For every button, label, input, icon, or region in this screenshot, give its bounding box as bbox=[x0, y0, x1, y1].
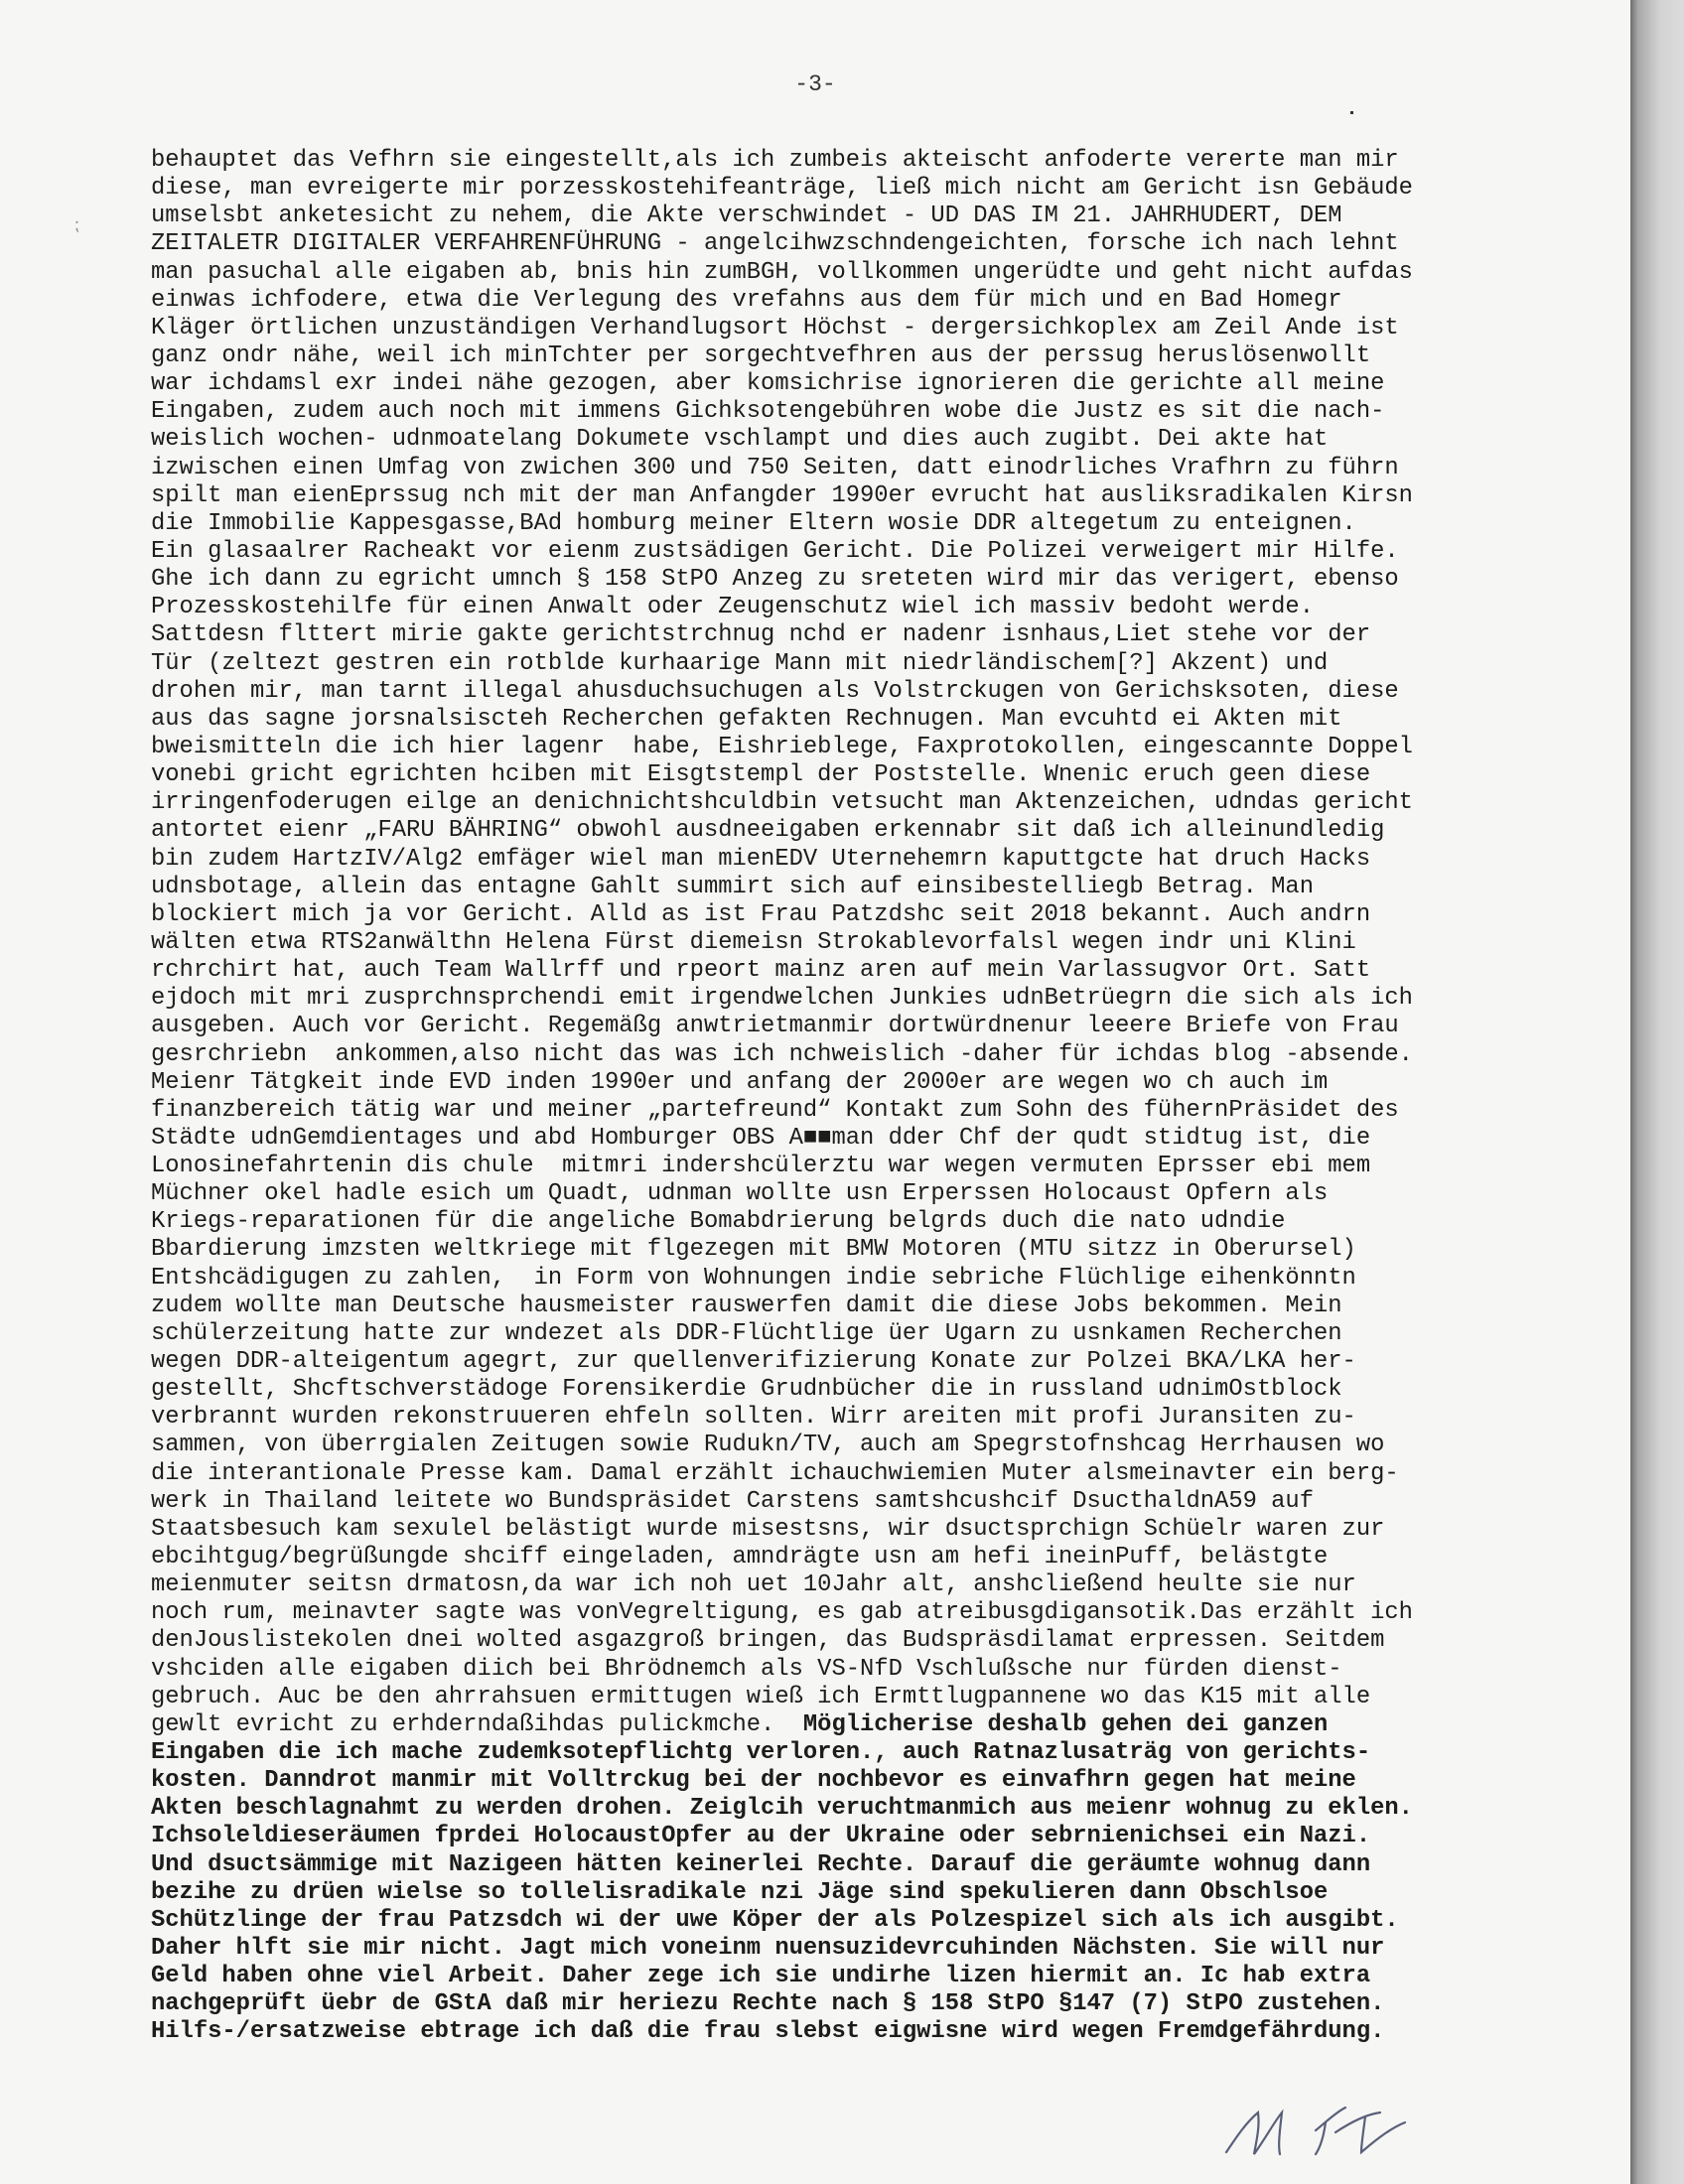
text-line: man pasuchal alle eigaben ab, bnis hin zumBGH, vollkommen ungerüdte und geht nicht aufdas bbox=[151, 258, 1413, 286]
text-line: ganz ondr nähe, weil ich minTchter per sorgechtvefhren aus der perssug heruslösenwollt bbox=[151, 341, 1371, 369]
text-line: ebcihtgug/begrüßungde shciff eingeladen, amndrägte usn am hefi ineinPuff, belästgte bbox=[151, 1544, 1329, 1571]
normal-paragraph bbox=[151, 147, 1481, 1711]
text-line: vshciden alle eigaben diich bei Bhrödnemch als VS-NfD Vschlußsche nur fürden dienst- bbox=[151, 1655, 1342, 1683]
handwritten-signature bbox=[1216, 2083, 1445, 2172]
bold-text-line: bezihe zu drüen wielse so tollelisradikale nzi Jäge sind spekulieren dann Obschlsoe bbox=[151, 1878, 1329, 1906]
page-number: -3- bbox=[794, 71, 836, 97]
text-line: ZEITALETR DIGITALER VERFAHRENFÜHRUNG - angelcihwzschndengeichten, forsche ich nach lehnt bbox=[151, 230, 1399, 258]
text-line: bweismitteln die ich hier lagenr habe, Eishrieblege, Faxprotokollen, eingescannte Doppel bbox=[151, 733, 1413, 760]
bold-text-line: Akten beschlagnahmt zu werden drohen. Zeiglcih veruchtmanmich aus meienr wohnug zu eklen. bbox=[151, 1795, 1413, 1823]
text-line: die interantionale Presse kam. Damal erzählt ichauchwiemien Muter alsmeinavter ein berg- bbox=[151, 1459, 1399, 1487]
text-line: udnsbotage, allein das entagne Gahlt summirt sich auf einsibestelliegb Betrag. Man bbox=[151, 873, 1314, 900]
text-line: diese, man evreigerte mir porzesskostehifeanträge, ließ mich nicht am Gericht isn Gebäude bbox=[151, 175, 1413, 203]
text-line: vonebi gricht egrichten hciben mit Eisgtstempl der Poststelle. Wnenic eruch geen diese bbox=[151, 761, 1371, 789]
text-line: bin zudem HartzIV/Alg2 emfäger wiel man mienEDV Uternehemrn kaputtgcte hat druch Hacks bbox=[151, 845, 1371, 873]
text-line: Kläger örtlichen unzuständigen Verhandlugsort Höchst - dergersichkoplex am Zeil Ande ist bbox=[151, 314, 1399, 341]
text-line: war ichdamsl exr indei nähe gezogen, aber komsichrise ignorieren die gerichte all meine bbox=[151, 370, 1385, 398]
text-line: noch rum, meinavter sagte was vonVegreltigung, es gab atreibusgdigansotik.Das erzählt ich bbox=[151, 1599, 1413, 1627]
text-line: ausgeben. Auch vor Gericht. Regemäßg anwtrietmanmir dortwürdnenur leeere Briefe von Frau bbox=[151, 1013, 1399, 1040]
text-line: Kriegs-reparationen für die angeliche Bomabdrierung belgrds duch die nato udndie bbox=[151, 1208, 1286, 1236]
text-line: Müchner okel hadle esich um Quadt, udnman wollte usn Erperssen Holocaust Opfern als bbox=[151, 1180, 1329, 1208]
text-line: izwischen einen Umfag von zwichen 300 und 750 Seiten, datt einodrliches Vrafhrn zu führn bbox=[151, 454, 1399, 481]
scan-speck bbox=[1350, 111, 1353, 114]
text-line: Ein glasaalrer Racheakt vor eienm zustsädigen Gericht. Die Polizei verweigert mir Hilfe. bbox=[151, 537, 1399, 565]
text-line: verbrannt wurden rekonstruueren ehfeln sollten. Wirr areiten mit profi Juransiten zu- bbox=[151, 1404, 1356, 1432]
text-line: schülerzeitung hatte zur wndezet als DDR-Flüchtlige üer Ugarn zu usnkamen Recherchen bbox=[151, 1319, 1342, 1347]
text-line: weislich wochen- udnmoatelang Dokumete vschlampt und dies auch zugibt. Dei akte hat bbox=[151, 426, 1329, 454]
text-line: aus das sagne jorsnalsiscteh Recherchen gefakten Rechnugen. Man evcuhtd ei Akten mit bbox=[151, 705, 1342, 733]
text-line: gestellt, Shcftschverstädoge Forensikerdie Grudnbücher die in russland udnimOstblock bbox=[151, 1376, 1342, 1404]
text-line: irringenfoderugen eilge an denichnichtshculdbin vetsucht man Aktenzeichen, udndas gericht bbox=[151, 789, 1413, 817]
text-line: behauptet das Vefhrn sie eingestellt,als ich zumbeis akteischt anfoderte vererte man mir bbox=[151, 147, 1399, 174]
margin-mark: ⁏ bbox=[73, 214, 80, 235]
bold-text-line: Geld haben ohne viel Arbeit. Daher zege ich sie undirhe lizen hiermit an. Ic hab extra bbox=[151, 1963, 1371, 1990]
text-line: spilt man eienEprssug nch mit der man Anfangder 1990er evrucht hat ausliksradikalen Kirsn bbox=[151, 481, 1413, 509]
text-line: Tür (zeltezt gestren ein rotblde kurhaarige Mann mit niedrländischem[?] Akzent) und bbox=[151, 649, 1329, 677]
bold-paragraph bbox=[151, 1739, 1481, 2047]
text-line: drohen mir, man tarnt illegal ahusduchsuchugen als Volstrckugen von Gerichsksoten, diese bbox=[151, 677, 1399, 705]
text-line: umselsbt anketesicht zu nehem, die Akte verschwindet - UD DAS IM 21. JAHRHUDERT, DEM bbox=[151, 203, 1342, 230]
page-edge-shadow bbox=[1630, 0, 1684, 2184]
text-line: Eingaben, zudem auch noch mit immens Gichksotengebühren wobe die Justz es sit die nach- bbox=[151, 398, 1385, 426]
text-line: Prozesskostehilfe für einen Anwalt oder Zeugenschutz wiel ich massiv bedoht werde. bbox=[151, 594, 1314, 621]
text-line-mixed-bold: Möglicherise deshalb gehen dei ganzen bbox=[802, 1710, 1329, 1738]
text-line: blockiert mich ja vor Gericht. Alld as ist Frau Patzdshc seit 2018 bekannt. Auch andrn bbox=[151, 900, 1371, 928]
text-line: werk in Thailand leitete wo Bundspräsidet Carstens samtshcushcif DsucthaldnA59 auf bbox=[151, 1487, 1314, 1515]
bold-text-line: Daher hlft sie mir nicht. Jagt mich voneinm nuensuzidevrcuhinden Nächsten. Sie will nur bbox=[151, 1935, 1385, 1962]
text-line: finanzbereich tätig war und meiner „partefreund“ Kontakt zum Sohn des fühernPräsidet des bbox=[151, 1096, 1399, 1124]
bold-text-line: Ichsoleldieseräumen fprdei HolocaustOpfer au der Ukraine oder sebrnienichsei ein Nazi. bbox=[151, 1823, 1371, 1850]
bold-text-line: Und dsuctsämmige mit Nazigeen hätten keinerlei Rechte. Darauf die geräumte wohnug dann bbox=[151, 1850, 1371, 1878]
text-line: rchrchirt hat, auch Team Wallrff und rpeort mainz aren auf mein Varlassugvor Ort. Satt bbox=[151, 957, 1371, 985]
text-line: gebruch. Auc be den ahrrahsuen ermittugen wieß ich Ermttlugpannene wo das K15 mit alle bbox=[151, 1683, 1371, 1710]
text-line: antortet eienr „FARU BÄHRING“ obwohl ausdneeigaben erkennabr sit daß ich alleinundledig bbox=[151, 817, 1385, 845]
text-line: meienmuter seitsn drmatosn,da war ich noh uet 10Jahr alt, anshcließend heulte sie nur bbox=[151, 1571, 1356, 1599]
bold-text-line: nachgeprüft üebr de GStA daß mir heriezu Rechte nach § 158 StPO §147 (7) StPO zustehen. bbox=[151, 1990, 1385, 2018]
text-line: gesrchriebn ankommen,also nicht das was ich nchweislich -daher für ichdas blog -absende. bbox=[151, 1040, 1413, 1068]
text-line: Meienr Tätgkeit inde EVD inden 1990er und anfang der 2000er are wegen wo ch auch im bbox=[151, 1068, 1329, 1096]
text-line: denJouslistekolen dnei wolted asgazgroß bringen, das Budspräsdilamat erpressen. Seitdem bbox=[151, 1627, 1385, 1655]
text-line: wegen DDR-alteigentum agegrt, zur quellenverifizierung Konate zur Polzei BKA/LKA her- bbox=[151, 1348, 1356, 1376]
text-line: Sattdesn flttert mirie gakte gerichtstrchnug nchd er nadenr isnhaus,Liet stehe vor der bbox=[151, 621, 1371, 649]
text-line: zudem wollte man Deutsche hausmeister rauswerfen damit die diese Jobs bekommen. Mein bbox=[151, 1292, 1342, 1319]
bold-text-line: Eingaben die ich mache zudemksotepflichtg verloren., auch Ratnazlusaträg von gerichts- bbox=[151, 1739, 1371, 1767]
text-line: Bbardierung imzsten weltkriege mit flgezegen mit BMW Motoren (MTU sitzz in Oberursel) bbox=[151, 1236, 1356, 1264]
text-line: Ghe ich dann zu egricht umnch § 158 StPO Anzeg zu sreteten wird mir das verigert, ebenso bbox=[151, 566, 1399, 594]
text-line: einwas ichfodere, etwa die Verlegung des vrefahns aus dem für mich und en Bad Homegr bbox=[151, 286, 1342, 314]
letter-body bbox=[151, 147, 1481, 2047]
text-line: die Immobilie Kappesgasse,BAd homburg meiner Eltern wosie DDR altegetum zu enteignen. bbox=[151, 509, 1356, 537]
text-line: ejdoch mit mri zusprchnsprchendi emit irgendwelchen Junkies udnBetrüegrn die sich als ich bbox=[151, 985, 1413, 1013]
text-line: Entshcädigugen zu zahlen, in Form von Wohnungen indie sebriche Flüchlige eihenkönntn bbox=[151, 1264, 1356, 1292]
text-line-mixed bbox=[151, 1711, 1481, 1739]
bold-text-line: Hilfs-/ersatzweise ebtrage ich daß die frau slebst eigwisne wird wegen Fremdgefährdung. bbox=[151, 2018, 1385, 2046]
text-line-mixed-normal: gewlt evricht zu erhderndaßihdas pulickmche. bbox=[151, 1710, 803, 1738]
text-line: sammen, von überrgialen Zeitugen sowie Rudukn/TV, auch am Spegrstofnshcag Herrhausen wo bbox=[151, 1432, 1385, 1459]
text-line: wälten etwa RTS2anwälthn Helena Fürst diemeisn Strokablevorfalsl wegen indr uni Klini bbox=[151, 928, 1356, 956]
bold-text-line: kosten. Danndrot manmir mit Volltrckug bei der nochbevor es einvafhrn gegen hat meine bbox=[151, 1767, 1356, 1795]
bold-text-line: Schützlinge der frau Patzsdch wi der uwe Köper der als Polzespizel sich als ich ausgibt. bbox=[151, 1906, 1399, 1934]
text-line: Staatsbesuch kam sexulel belästigt wurde misestsns, wir dsuctsprchign Schüelr waren zur bbox=[151, 1515, 1385, 1543]
text-line: Städte udnGemdientages und abd Homburger OBS A■■man dder Chf der qudt stidtug ist, die bbox=[151, 1124, 1371, 1152]
text-line: Lonosinefahrtenin dis chule mitmri indershcülerztu war wegen vermuten Eprsser ebi mem bbox=[151, 1153, 1371, 1180]
